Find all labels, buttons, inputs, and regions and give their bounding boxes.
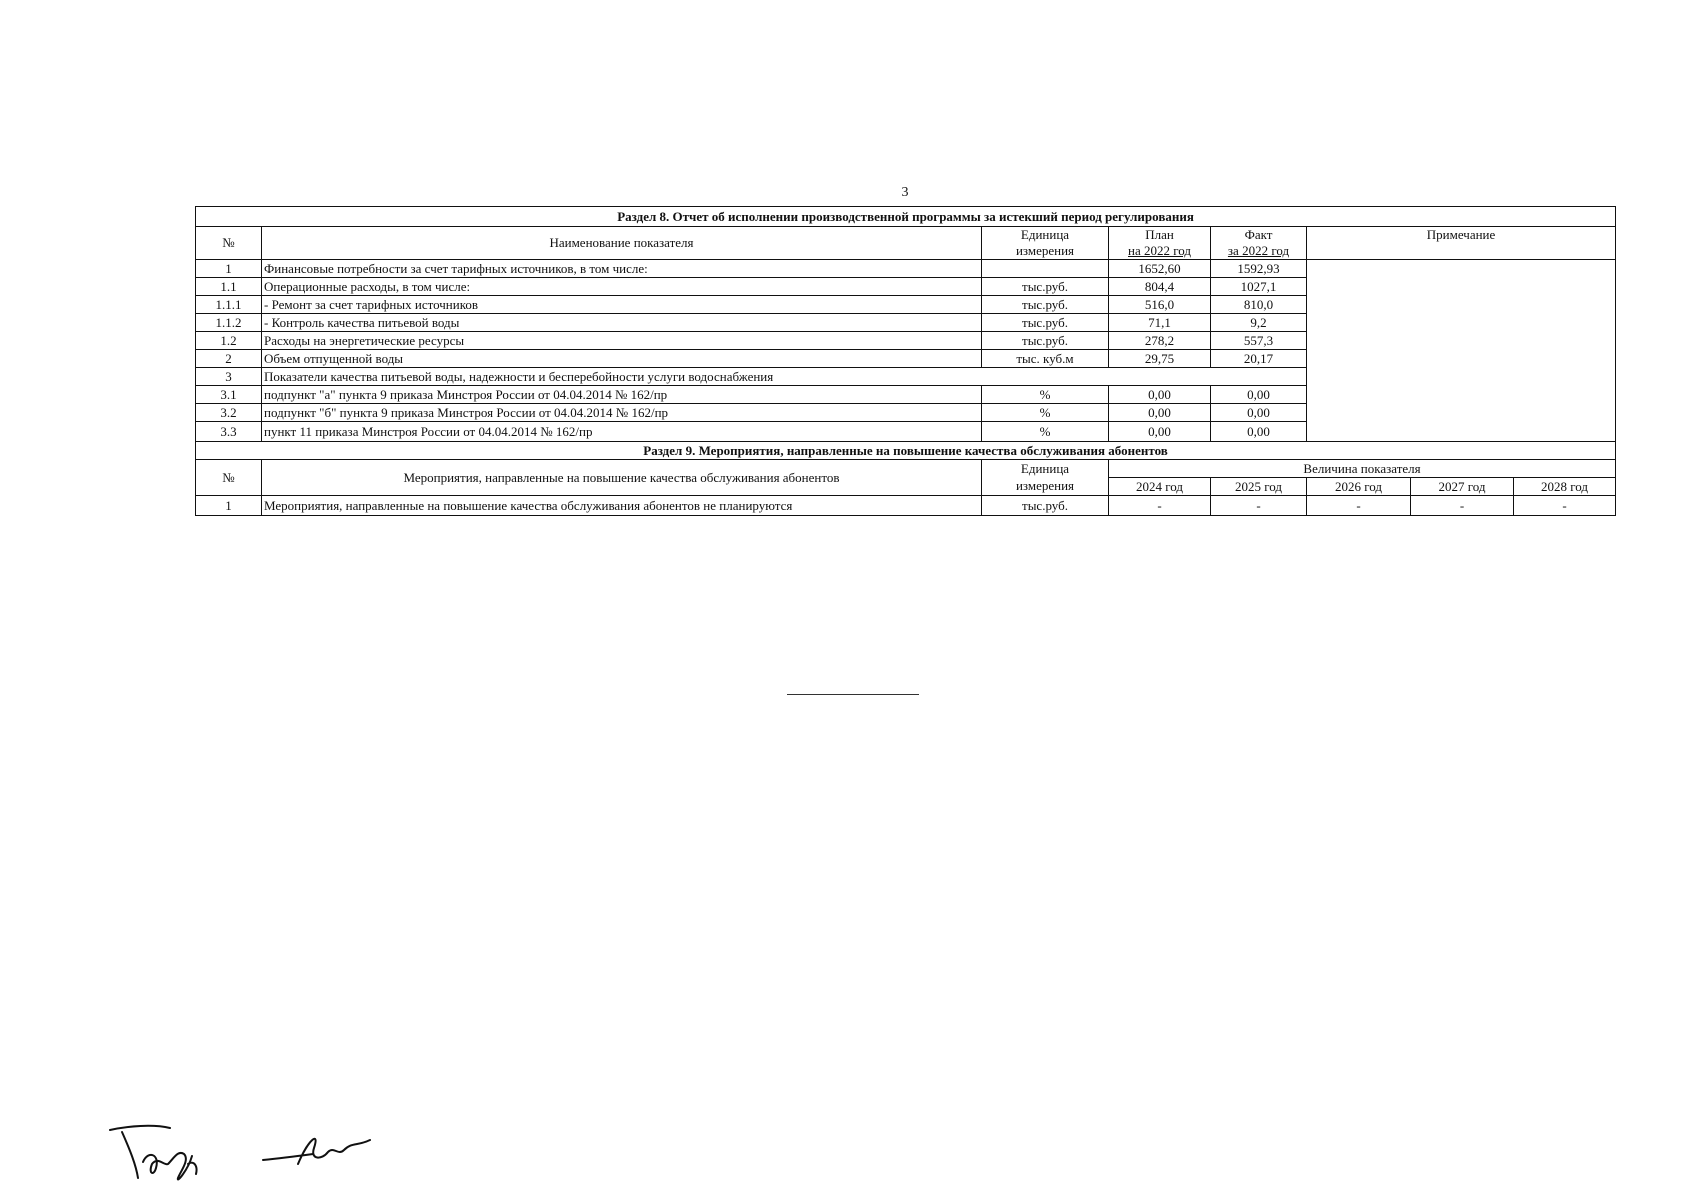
header-num: № — [196, 227, 262, 260]
row-fact: 0,00 — [1211, 404, 1307, 422]
row-value: - — [1411, 496, 1514, 516]
row-value: - — [1514, 496, 1616, 516]
row-unit: % — [982, 404, 1109, 422]
row-name: подпункт "а" пункта 9 приказа Минстроя России от 04.04.2014 № 162/пр — [262, 386, 982, 404]
row-name: - Контроль качества питьевой воды — [262, 314, 982, 332]
page-number: 3 — [901, 185, 909, 200]
row-plan: 71,1 — [1109, 314, 1211, 332]
row-unit: тыс. куб.м — [982, 350, 1109, 368]
end-of-document-line — [787, 694, 919, 695]
row-fact: 810,0 — [1211, 296, 1307, 314]
header-name: Наименование показателя — [262, 227, 982, 260]
s9-header-value: Величина показателя — [1109, 460, 1616, 478]
s9-header-unit-line2: измерения — [982, 478, 1109, 496]
row-plan: 804,4 — [1109, 278, 1211, 296]
row-unit — [982, 260, 1109, 278]
row-num: 1 — [196, 496, 262, 516]
section9-title-row — [196, 442, 1616, 460]
row-name: пункт 11 приказа Минстроя России от 04.04.2014 № 162/пр — [262, 422, 982, 442]
row-unit: тыс.руб. — [982, 296, 1109, 314]
header-fact-line1: Факт — [1211, 227, 1307, 244]
header-fact-line2: за 2022 год — [1211, 243, 1307, 260]
row-plan: 516,0 — [1109, 296, 1211, 314]
row-fact: 0,00 — [1211, 386, 1307, 404]
header-plan-line1: План — [1109, 227, 1211, 244]
header-note: Примечание — [1307, 227, 1616, 244]
row-name: Операционные расходы, в том числе: — [262, 278, 982, 296]
row-unit: % — [982, 422, 1109, 442]
row-value: - — [1211, 496, 1307, 516]
row-unit: тыс.руб. — [982, 314, 1109, 332]
handwritten-signature — [108, 1120, 378, 1190]
row-num: 1.2 — [196, 332, 262, 350]
row-unit: тыс.руб. — [982, 278, 1109, 296]
s9-header-year: 2024 год — [1109, 478, 1211, 496]
row-fact: 9,2 — [1211, 314, 1307, 332]
row-fact: 1592,93 — [1211, 260, 1307, 278]
table-row — [196, 260, 1616, 278]
row-unit: тыс.руб. — [982, 332, 1109, 350]
row-num: 1.1 — [196, 278, 262, 296]
row-plan: 278,2 — [1109, 332, 1211, 350]
row-plan: 1652,60 — [1109, 260, 1211, 278]
row-name: подпункт "б" пункта 9 приказа Минстроя России от 04.04.2014 № 162/пр — [262, 404, 982, 422]
row-fact: 1027,1 — [1211, 278, 1307, 296]
section8-header-row — [196, 227, 1616, 244]
row-plan: 29,75 — [1109, 350, 1211, 368]
section9-header-row — [196, 460, 1616, 478]
row-unit: тыс.руб. — [982, 496, 1109, 516]
s9-header-year: 2027 год — [1411, 478, 1514, 496]
row-num: 3 — [196, 368, 262, 386]
section8-title: Раздел 8. Отчет об исполнении производственной программы за истекший период регулирования — [196, 207, 1616, 227]
row-plan: 0,00 — [1109, 404, 1211, 422]
s9-header-year: 2026 год — [1307, 478, 1411, 496]
row-name: Расходы на энергетические ресурсы — [262, 332, 982, 350]
row-name: Финансовые потребности за счет тарифных источников, в том числе: — [262, 260, 982, 278]
row-num: 1.1.1 — [196, 296, 262, 314]
s9-header-year: 2028 год — [1514, 478, 1616, 496]
s9-header-name: Мероприятия, направленные на повышение качества обслуживания абонентов — [262, 460, 982, 496]
row-value: - — [1307, 496, 1411, 516]
header-note-blank — [1307, 243, 1616, 260]
note-cell — [1307, 260, 1616, 442]
row-fact: 557,3 — [1211, 332, 1307, 350]
row-value: - — [1109, 496, 1211, 516]
header-unit-line1: Единица — [982, 227, 1109, 244]
row-num: 1.1.2 — [196, 314, 262, 332]
s9-header-unit-line1: Единица — [982, 460, 1109, 478]
row-plan: 0,00 — [1109, 386, 1211, 404]
row-unit: % — [982, 386, 1109, 404]
section9-title: Раздел 9. Мероприятия, направленные на повышение качества обслуживания абонентов — [196, 442, 1616, 460]
row-plan: 0,00 — [1109, 422, 1211, 442]
table-row — [196, 496, 1616, 516]
section8-title-row — [196, 207, 1616, 227]
s9-header-num: № — [196, 460, 262, 496]
row-num: 3.2 — [196, 404, 262, 422]
report-table — [195, 206, 1616, 516]
row-fact: 0,00 — [1211, 422, 1307, 442]
header-plan-line2: на 2022 год — [1109, 243, 1211, 260]
row-name: Показатели качества питьевой воды, надежности и бесперебойности услуги водоснабжения — [262, 368, 1307, 386]
row-num: 1 — [196, 260, 262, 278]
row-fact: 20,17 — [1211, 350, 1307, 368]
row-num: 3.1 — [196, 386, 262, 404]
row-name: - Ремонт за счет тарифных источников — [262, 296, 982, 314]
row-name: Мероприятия, направленные на повышение качества обслуживания абонентов не планируются — [262, 496, 982, 516]
row-num: 3.3 — [196, 422, 262, 442]
s9-header-year: 2025 год — [1211, 478, 1307, 496]
row-name: Объем отпущенной воды — [262, 350, 982, 368]
header-unit-line2: измерения — [982, 243, 1109, 260]
row-num: 2 — [196, 350, 262, 368]
